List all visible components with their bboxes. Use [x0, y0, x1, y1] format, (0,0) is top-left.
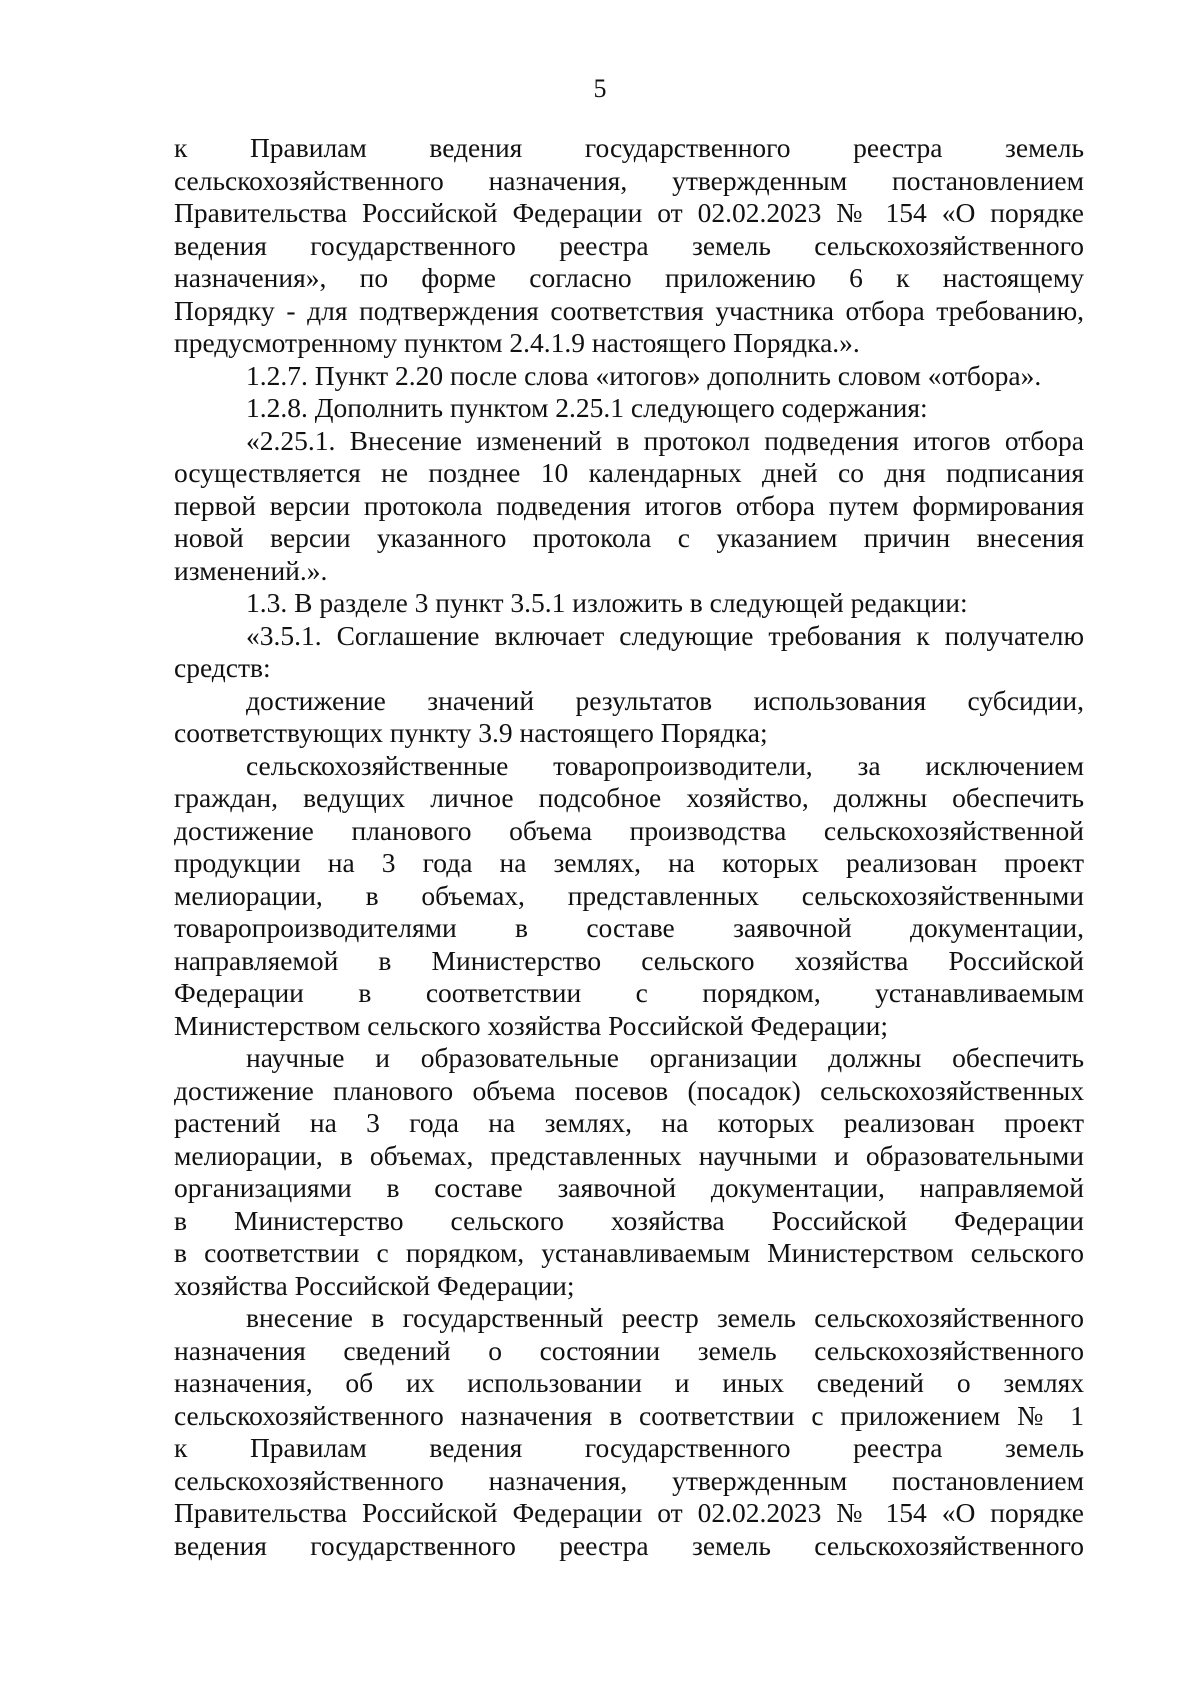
- paragraph-first-line: научные и образовательные организации должны обеспечить: [246, 1042, 1084, 1073]
- text-line: в соответствии с порядком, устанавливаемым Министерством сельского: [174, 1237, 1084, 1268]
- text-line: ведения государственного реестра земель сельскохозяйственного: [174, 1529, 1084, 1561]
- text-line: Министерством сельского хозяйства Российской Федерации;: [174, 1009, 888, 1041]
- text-line: мелиорации, в объемах, представленных сельскохозяйственными: [174, 879, 1084, 911]
- text-line: в Министерство сельского хозяйства Российской Федерации: [174, 1204, 1084, 1236]
- page-number: 5: [593, 74, 607, 103]
- text-line: Правительства Российской Федерации от 02.02.2023 № 154 «О порядке: [174, 197, 1084, 228]
- paragraph-first-line: 1.2.7. Пункт 2.20 после слова «итогов» дополнить словом «отбора».: [246, 359, 1042, 391]
- text-line: к Правилам ведения государственного реестра земель: [174, 1432, 1084, 1463]
- paragraph-first-line: сельскохозяйственные товаропроизводители, за исключением: [246, 749, 1084, 781]
- text-line: направляемой в Министерство сельского хозяйства Российской: [174, 944, 1084, 976]
- text-line: соответствующих пункту 3.9 настоящего Порядка;: [174, 717, 768, 748]
- text-line: назначения сведений о состоянии земель сельскохозяйственного: [174, 1334, 1084, 1366]
- text-line: достижение планового объема производства сельскохозяйственной: [174, 814, 1084, 846]
- document-body: [174, 132, 1084, 1562]
- paragraph-first-line: 1.2.8. Дополнить пунктом 2.25.1 следующего содержания:: [246, 392, 928, 423]
- text-line: граждан, ведущих личное подсобное хозяйство, должны обеспечить: [174, 782, 1084, 813]
- text-line: Порядку - для подтверждения соответствия участника отбора требованию,: [174, 294, 1084, 326]
- text-line: новой версии указанного протокола с указанием причин внесения: [174, 522, 1084, 553]
- paragraph-first-line: «3.5.1. Соглашение включает следующие требования к получателю: [246, 619, 1084, 651]
- text-line: назначения, об их использовании и иных сведений о землях: [174, 1367, 1084, 1398]
- text-line: сельскохозяйственного назначения, утвержденным постановлением: [174, 164, 1084, 196]
- paragraph-first-line: внесение в государственный реестр земель сельскохозяйственного: [246, 1302, 1084, 1333]
- text-line: назначения», по форме согласно приложению 6 к настоящему: [174, 262, 1084, 293]
- text-line: сельскохозяйственного назначения в соответствии с приложением № 1: [174, 1399, 1084, 1431]
- text-line: организациями в составе заявочной документации, направляемой: [174, 1172, 1084, 1203]
- text-line: продукции на 3 года на землях, на которых реализован проект: [174, 847, 1084, 878]
- text-line: осуществляется не позднее 10 календарных дней со дня подписания: [174, 457, 1084, 488]
- text-line: сельскохозяйственного назначения, утвержденным постановлением: [174, 1464, 1084, 1496]
- text-line: растений на 3 года на землях, на которых реализован проект: [174, 1107, 1084, 1138]
- text-line: хозяйства Российской Федерации;: [174, 1269, 575, 1301]
- text-line: средств:: [174, 652, 271, 683]
- text-line: Федерации в соответствии с порядком, устанавливаемым: [174, 977, 1084, 1008]
- paragraph-first-line: 1.3. В разделе 3 пункт 3.5.1 изложить в следующей редакции:: [246, 587, 968, 618]
- paragraph-first-line: достижение значений результатов использования субсидии,: [246, 684, 1084, 716]
- paragraph-first-line: «2.25.1. Внесение изменений в протокол подведения итогов отбора: [246, 424, 1084, 456]
- text-line: предусмотренному пунктом 2.4.1.9 настоящего Порядка.».: [174, 327, 860, 358]
- text-line: Правительства Российской Федерации от 02.02.2023 № 154 «О порядке: [174, 1497, 1084, 1528]
- text-line: достижение планового объема посевов (посадок) сельскохозяйственных: [174, 1074, 1084, 1106]
- text-line: мелиорации, в объемах, представленных научными и образовательными: [174, 1139, 1084, 1171]
- text-line: первой версии протокола подведения итогов отбора путем формирования: [174, 489, 1084, 521]
- text-line: товаропроизводителями в составе заявочной документации,: [174, 912, 1084, 943]
- text-line: ведения государственного реестра земель сельскохозяйственного: [174, 229, 1084, 261]
- text-line: изменений.».: [174, 554, 328, 586]
- text-line: к Правилам ведения государственного реестра земель: [174, 132, 1084, 163]
